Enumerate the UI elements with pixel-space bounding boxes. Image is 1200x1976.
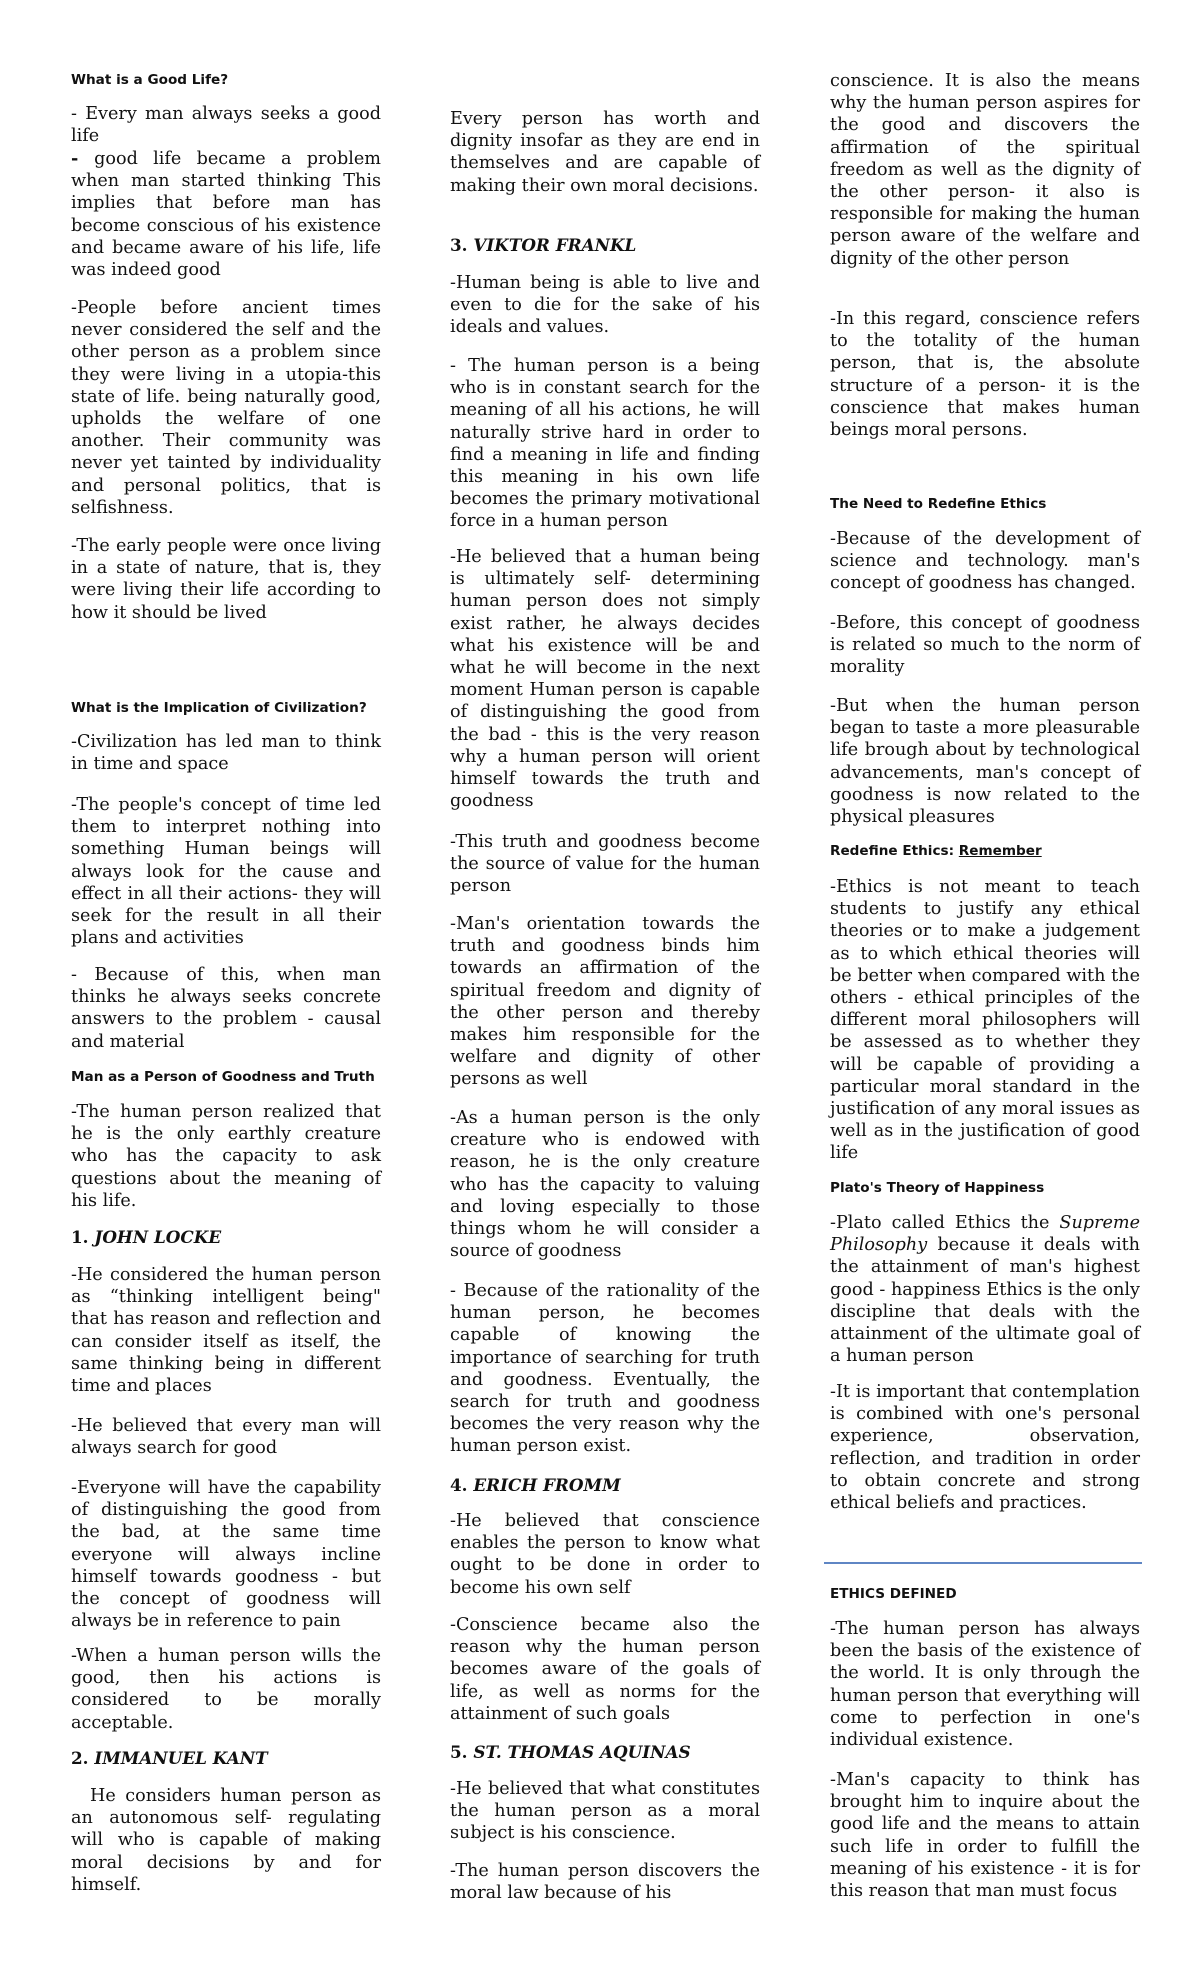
section-name: JOHN LOCKE [94,1227,222,1247]
paragraph: -He believed that what constitutes the human person as a moral subject is his conscience. [450,1779,766,1844]
paragraph: -The people's concept of time led them to interpret nothing into something Human beings will always look for the cause and effect in all their actions- they will seek for the result in all their plans and activities [71,795,387,949]
section-name: VIKTOR FRANKL [473,235,637,255]
section-name: ST. THOMAS AQUINAS [473,1742,691,1762]
paragraph: -When a human person wills the good, then his actions is considered to be morally acceptable. [71,1646,387,1733]
section-number: 3. [450,235,474,255]
paragraph: - Every man always seeks a good life [71,104,387,147]
paragraph: -He considered the human person as “thinking intelligent being" that has reason and reflection and can consider itself as itself, the same thinking being in different time and places [71,1265,387,1397]
heading-need-to-redefine: The Need to Redefine Ethics [830,496,1047,512]
paragraph: -It is important that contemplation is combined with one's personal experience, observation, reflection, and tradition in order to obtain concrete and strong ethical beliefs and practices. [830,1382,1146,1514]
paragraph: -Because of the development of science and technology. man's concept of goodness has changed. [830,529,1146,594]
paragraph [830,1212,1146,1367]
paragraph: -As a human person is the only creature who is endowed with reason, he is the only creature who has the capacity to valuing and loving especially to those things whom he will consider a source of goodness [450,1108,766,1262]
heading-ethics-defined: ETHICS DEFINED [830,1586,957,1602]
heading-civilization: What is the Implication of Civilization? [71,700,367,716]
paragraph: - Because of the rationality of the human person, he becomes capable of knowing the importance of searching for truth and goodness. Eventually, the search for truth and goodness becomes the very reason why the human person exist. [450,1281,766,1457]
section-name: ERICH FROMM [473,1475,621,1495]
paragraph: Every person has worth and dignity insofar as they are end in themselves and are capable of making their own moral decisions. [450,109,766,196]
paragraph-text: good life became a problem when man started thinking This implies that before man has become conscious of his existence and became aware of his life, life was indeed good [71,149,387,281]
heading-good-life: What is a Good Life? [71,72,229,88]
paragraph: -The human person has always been the basis of the existence of the world. It is only through the human person that everything will come to perfection in one's individual existence. [830,1619,1146,1751]
section-viktor-frankl [450,234,760,256]
paragraph: -He believed that a human being is ultimately self- determining human person does not simply exist rather, he always decides what his existence will be and what he will become in the next moment Human person is capable of distinguishing the good from the bad - this is the very reason why a human person will orient himself towards the truth and goodness [450,547,766,812]
paragraph: -Human being is able to live and even to die for the sake of his ideals and values. [450,273,766,338]
paragraph: -The human person realized that he is the only earthly creature who has the capacity to ask questions about the meaning of his life. [71,1102,387,1211]
paragraph: -Civilization has led man to think in time and space [71,732,387,775]
paragraph: -Everyone will have the capability of distinguishing the good from the bad, at the same time everyone will always incline himself towards goodness - but the concept of goodness will always be in reference to pain [71,1478,387,1632]
bullet-dash: - [71,148,95,169]
heading-prefix: Redefine Ethics: [830,843,959,859]
paragraph: -Man's capacity to think has brought him to inquire about the good life and the means to attain such life in order to fulfill the meaning of his existence - it is for this reason that man must focus [830,1770,1146,1902]
heading-redefine-remember [830,842,1140,860]
paragraph-text: because it deals with the attainment of man's highest good - happiness Ethics is the only discipline that deals with the attainment of the ultimate goal of a human person [830,1235,1146,1367]
horizontal-rule [824,1562,1142,1564]
heading-plato: Plato's Theory of Happiness [830,1180,1045,1196]
paragraph-text: -Plato called Ethics the [830,1213,1060,1233]
paragraph: - Because of this, when man thinks he always seeks concrete answers to the problem - causal and material [71,965,387,1052]
section-thomas-aquinas [450,1741,760,1763]
paragraph: conscience. It is also the means why the human person aspires for the good and discovers the affirmation of the spiritual freedom as well as the dignity of the other person- it also is responsible for making the human person aware of the welfare and dignity of the other person [830,71,1146,269]
paragraph: -The human person discovers the moral law because of his [450,1861,766,1904]
emphasis: Supreme Philosophy [830,1213,1146,1256]
paragraph: -Ethics is not meant to teach students to justify any ethical theories or to make a judgement as to which ethical theories will be better when compared with the others - ethical principles of the different moral philosophers will be assessed as to whether they will be capable of providing a particular moral standard in the justification of any moral issues as well as in the justification of good life [830,877,1146,1164]
paragraph: -The early people were once living in a state of nature, that is, they were living their life according to how it should be lived [71,536,387,623]
paragraph: -Before, this concept of goodness is related so much to the norm of morality [830,613,1146,678]
heading-underlined: Remember [958,843,1042,859]
paragraph: -Conscience became also the reason why the human person becomes aware of the goals of life, as well as norms for the attainment of such goals [450,1615,766,1724]
paragraph: -He believed that every man will always search for good [71,1416,387,1459]
paragraph: He considers human person as an autonomous self- regulating will who is capable of making moral decisions by and for himself. [71,1786,387,1895]
paragraph [71,148,387,281]
section-john-locke [71,1226,381,1248]
section-immanuel-kant [71,1747,381,1769]
paragraph: -Man's orientation towards the truth and goodness binds him towards an affirmation of the spiritual freedom and dignity of the other person and thereby makes him responsible for the welfare and dignity of other persons as well [450,914,766,1090]
section-erich-fromm [450,1474,760,1496]
paragraph: -This truth and goodness become the source of value for the human person [450,832,766,897]
paragraph: -But when the human person began to taste a more pleasurable life brough about by technological advancements, man's concept of goodness is now related to the physical pleasures [830,696,1146,828]
section-number: 1. [71,1227,95,1247]
heading-goodness-truth: Man as a Person of Goodness and Truth [71,1069,375,1085]
paragraph: -People before ancient times never considered the self and the other person as a problem since they were living in a utopia-this state of life. being naturally good, upholds the welfare of one another. Their community was never yet tainted by individuality and personal politics, that is selfishness. [71,298,387,518]
section-number: 2. [71,1748,95,1768]
paragraph: -He believed that conscience enables the person to know what ought to be done in order to become his own self [450,1511,766,1598]
section-number: 5. [450,1742,474,1762]
paragraph: -In this regard, conscience refers to the totality of the human person, that is, the absolute structure of a person- it is the conscience that makes human beings moral persons. [830,309,1146,441]
paragraph: - The human person is a being who is in constant search for the meaning of all his actions, he will naturally strive hard in order to find a meaning in life and finding this meaning in his own life becomes the primary motivational force in a human person [450,356,766,532]
section-number: 4. [450,1475,474,1495]
section-name: IMMANUEL KANT [94,1748,268,1768]
